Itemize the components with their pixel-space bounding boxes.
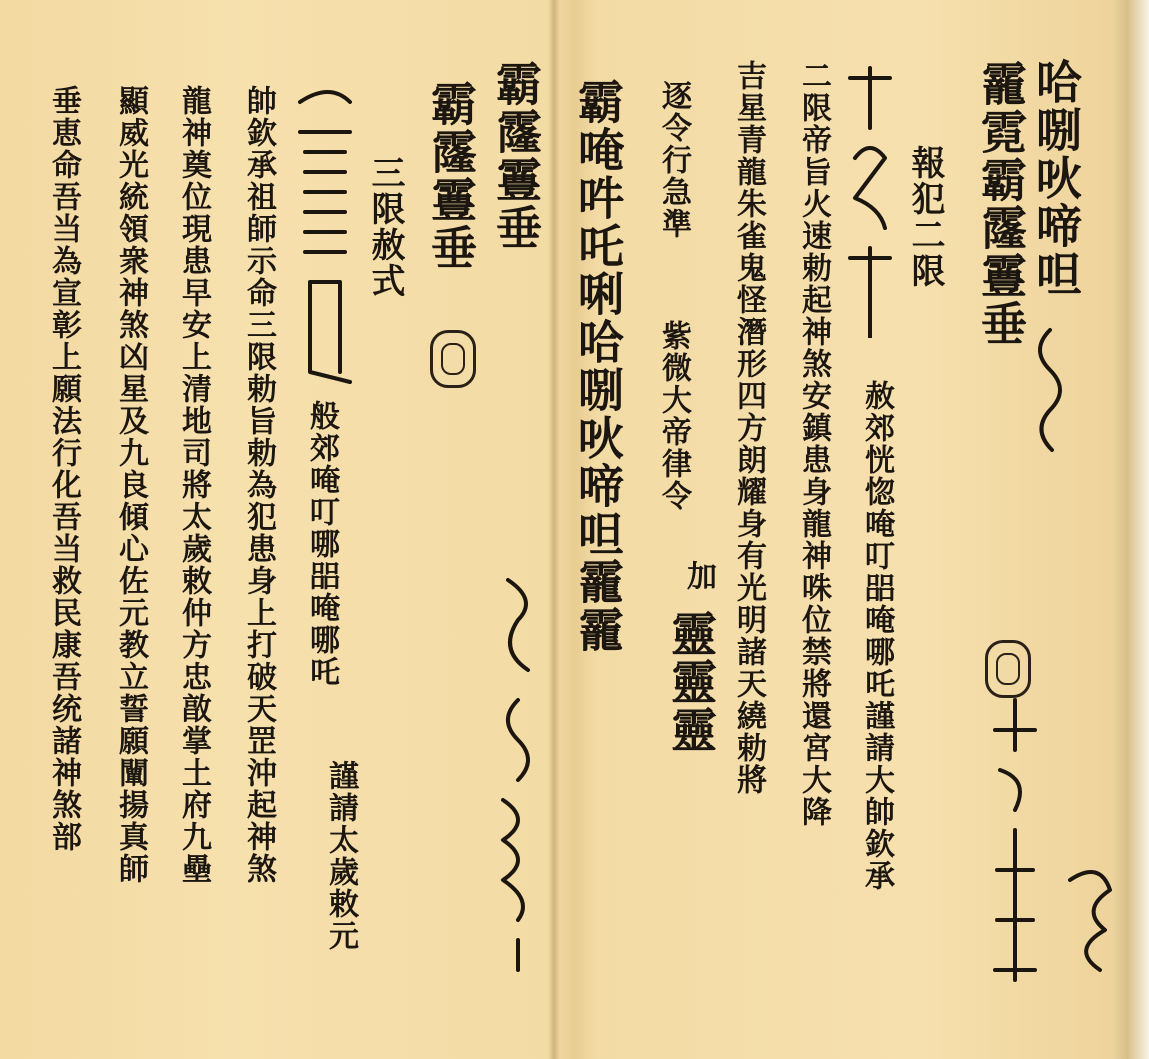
incantation-column-7: 逐令行急準 [656, 80, 691, 240]
incantation-column-6: 吉星青龍朱雀鬼怪潛形四方朗耀身有光明諸天繞勅將 [731, 60, 766, 796]
left-incantation-column-3b: 謹請太歲敕元 [323, 760, 358, 952]
left-talisman-swirl-icon [488, 560, 548, 980]
talisman-seal-icon [1020, 320, 1080, 460]
incantation-column-8: 霸唵吽吒唎哈哵吙啼呾靇靇 [571, 78, 625, 654]
incantation-column-8a [665, 610, 717, 754]
left-incantation-column-3: 般郊唵叮哪㗊唵哪吒 [304, 400, 339, 688]
left-text-column-5: 龍神奠位現患早安上清地司將太歲敕仲方忠㪟掌土府九壘 [176, 85, 211, 885]
left-incantation-text-2: 霸霳霻垂 [424, 80, 478, 272]
left-text-column-7: 垂恵命吾当為宣彰上願法行化吾当救民康吾统諸神煞部 [46, 85, 81, 853]
section-title-san-xian-she-shi: 三限赦式 [365, 155, 405, 299]
incantation-column-5: 二限帝旨火速勅起神煞安鎮患身龍神咮位禁將還宮大降 [796, 60, 831, 828]
left-seal-icon [430, 330, 476, 388]
section-title-bao-fan-er-xian: 報犯二限 [905, 145, 945, 289]
page-fold [548, 0, 560, 1059]
incantation-column-1: 哈哵吙啼呾 [1029, 58, 1083, 298]
talisman-swirl-icon [1060, 860, 1120, 980]
incantation-column-7c: 加 [681, 560, 716, 592]
incantation-column-2: 靇霓霸霳霻垂 [974, 60, 1028, 348]
left-incantation-text: 霸霳霻垂 [489, 60, 543, 252]
left-incantation-column-1 [490, 60, 542, 252]
talisman-zhi-ling-icon [840, 58, 900, 338]
incantation-column-7b: 紫微大帝律令 [656, 320, 691, 512]
left-incantation-column-2 [425, 80, 477, 272]
incantation-column-4: 赦郊恍惚唵叮㗊唵哪吒謹請大帥欽承 [859, 380, 894, 892]
talisman-compound-icon [985, 690, 1045, 990]
left-text-column-4: 帥欽承祖師示命三限勅旨勅為犯患身上打破天罡沖起神煞 [241, 85, 276, 885]
left-text-column-6: 顯威光統領衆神煞凶星及九良傾心佐元教立誓願闡揚真師 [113, 85, 148, 885]
left-talisman-compound-icon [290, 82, 360, 392]
incantation-glyph-group: 靈靈靈 [664, 610, 718, 754]
